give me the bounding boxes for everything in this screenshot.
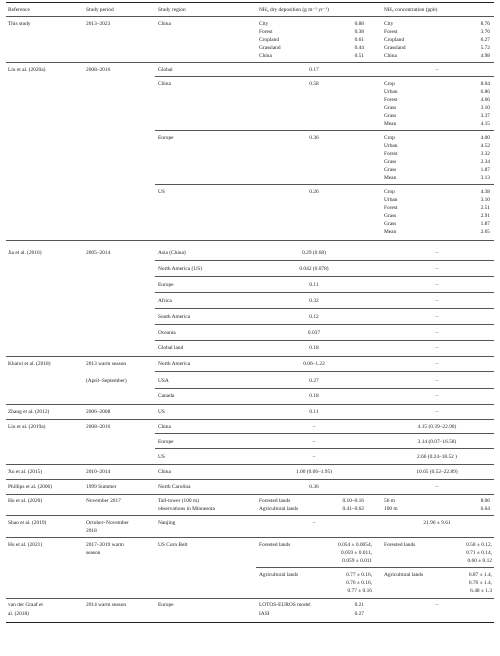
dep-value: 1.00 (0.06–1.95) [296,469,332,475]
region: US [158,454,165,460]
dep-value: 0.06–1.22 [303,361,325,367]
ref-shao-2019: Shao et al. (2019) [8,520,47,526]
conc-dash: – [435,67,439,73]
conc-label: Cropland [384,37,405,43]
dep-label: Forested lands [259,498,291,504]
ref-liu-2019a: Liu et al. (2019a) [8,424,46,430]
period-shao-2019: October–November [86,520,129,526]
region: North Carolina [158,484,191,490]
conc-value: 4.66 [480,97,490,103]
conc-label: Agricultural lands [384,572,424,578]
conc-label: Grass [384,213,397,219]
conc-label: Forest [384,97,398,103]
sub-rule [256,567,494,568]
dep-dash: – [312,424,316,430]
row-rule [6,240,494,241]
table-top-rule [6,2,494,3]
period-xu-2015: 2010–2014 [86,469,111,475]
row-rule [6,479,494,480]
conc-value: 0.71 ± 0.14, [466,550,492,556]
conc-dash: – [435,378,439,384]
period-hu-2021-line2: season [86,550,101,556]
dep-dash: – [312,439,316,445]
dep-value: 0.29 (0.68) [302,250,326,256]
dep-value: 0.41–0.62 [342,506,364,512]
dep-value: 0.18 [309,345,319,351]
table-bottom-rule [6,622,494,623]
conc-value: 5.72 [480,45,490,51]
region: China [158,469,171,475]
conc-label: Mean [384,175,397,181]
period-hu-2020: November 2017 [86,498,121,504]
ref-phillips-2006: Phillips et al. (2006) [8,484,53,490]
region: Oceania [158,330,176,336]
conc-dash: – [435,393,439,399]
region: USA [158,378,169,384]
dep-label: Forest [259,29,273,35]
conc-value: 6.27 [480,37,490,43]
row-rule [6,598,494,599]
conc-value: 6.48 ± 1.3 [470,588,492,594]
ref-kharol-2018: Kharol et al. (2018) [8,361,51,367]
sub-rule [155,448,494,449]
conc-value: 2.65 [480,229,490,235]
dep-value: 0.11 [309,282,319,288]
conc-dash: – [435,250,439,256]
period-kharol-2018: 2013 warm season [86,361,127,367]
dep-value: 0.61 [354,37,364,43]
region: Global land [158,345,184,351]
conc-value: 4.52 [480,143,490,149]
dep-value: 0.44 [354,45,364,51]
sub-rule [155,184,494,185]
ref-jia-2016: Jia et al. (2016) [8,250,42,256]
region: South America [158,314,191,320]
dep-label: Grassland [259,45,281,51]
dep-label: China [259,53,272,59]
row-rule [6,419,494,420]
sub-rule [155,76,494,77]
period-phillips-2006: 1999 Summer [86,484,117,490]
conc-dash: – [435,314,439,320]
ref-zhang-2012: Zhang et al. (2012) [8,409,50,415]
conc-value: 1.87 [480,221,490,227]
conc-label: Forest [384,29,398,35]
conc-label: Grass [384,113,397,119]
conc-dash: – [435,266,439,272]
dep-value: 0.054 ± 0.0054, [338,542,372,548]
conc-label: Forest [384,205,398,211]
period-liu-2020a: 2008–2016 [86,67,111,73]
dep-value: 0.037 [307,330,321,336]
dep-value: 0.059 ± 0.011 [342,558,372,564]
ref-van-der-graaf-2018: van der Graaf et [8,602,43,608]
conc-value: 3.37 [480,113,490,119]
conc-label: Forest [384,151,398,157]
dep-value: 0.88 [354,21,364,27]
region: Europe [158,602,174,608]
header-reference: Reference [8,7,30,13]
dep-value: 0.26 [309,189,319,195]
conc-value: 6.76 ± 1.4, [468,580,492,586]
region-china: China [158,81,171,87]
conc-value: 21.96 ± 9.61 [423,520,451,526]
region: North America (US) [158,266,203,272]
conc-label: Mean [384,121,397,127]
conc-dash: – [435,409,439,415]
conc-value: 3.10 [480,105,490,111]
conc-value: 6.86 [480,89,490,95]
region: Europe [158,439,174,445]
region-us: US [158,189,165,195]
conc-dash: – [435,298,439,304]
conc-value: 8.76 [480,21,490,27]
conc-dash: – [435,282,439,288]
region: US [158,409,165,415]
region-line2: observations in Minnesota [158,506,215,512]
sub-rule [155,308,494,309]
dep-label: Agricultural lands [259,572,299,578]
sub-rule [155,260,494,261]
period-this-study: 2013–2023 [86,21,111,27]
conc-value: 3.10 [480,197,490,203]
conc-value: 2.51 [480,205,490,211]
conc-value: 1.87 [480,167,490,173]
dep-value: 0.77 ± 0.16 [347,588,372,594]
row-rule [6,537,494,538]
dep-dash: – [312,520,316,526]
dep-dash: – [312,454,316,460]
row-rule [6,464,494,465]
conc-dash: – [435,330,439,336]
conc-dash: – [435,602,439,608]
conc-label: 56 m [384,498,395,504]
conc-value: 6.64 [480,506,490,512]
period-kharol-2018-line2: (April–September) [86,378,127,384]
row-rule [6,494,494,495]
ref-xu-2015: Xu et al. (2015) [8,469,43,475]
sub-rule [155,292,494,293]
ref-liu-2020a: Liu et al. (2020a) [8,67,46,73]
region-this-study: China [158,21,171,27]
sub-rule [155,433,494,434]
conc-label: Forested lands [384,542,416,548]
conc-label: Crop [384,189,395,195]
ref-van-der-graaf-2018-line2: al. (2018) [8,611,29,617]
conc-label: Crop [384,135,395,141]
conc-label: Grass [384,167,397,173]
header-concentration: NH₃ concentration (ppb) [384,7,438,13]
dep-value: 0.042 (0.078) [299,266,329,272]
dep-value: 0.36 [309,484,319,490]
region-europe: Europe [158,135,174,141]
period-hu-2021: 2017–2019 warm [86,542,124,548]
region-global: Global [158,67,173,73]
conc-value: 4.15 (0.39–22.90) [417,424,457,430]
period-liu-2019a: 2008–2016 [86,424,111,430]
conc-value: 8.04 [480,81,490,87]
ref-hu-2020: Hu et al. (2020) [8,498,43,504]
dep-value: 0.58 [309,81,319,87]
conc-label: China [384,53,397,59]
conc-value: 4.15 [480,121,490,127]
period-zhang-2012: 2006–2008 [86,409,111,415]
row-rule [6,404,494,405]
row-rule [6,62,494,63]
sub-rule [155,130,494,131]
region: Canada [158,393,175,399]
region: Africa [158,298,172,304]
conc-label: Grassland [384,45,406,51]
dep-label: Cropland [259,37,280,43]
conc-dash: – [435,361,439,367]
conc-label: Grass [384,105,397,111]
conc-value: 4.00 [480,135,490,141]
conc-label: Urban [384,143,398,149]
dep-value: 0.27 [354,611,364,617]
dep-value: 0.38 [354,29,364,35]
region: Tall-tower (100 m) [158,498,199,504]
dep-value: 0.27 [309,378,319,384]
header-study-region: Study region [158,7,186,13]
conc-value: 6.87 ± 1.4, [468,572,492,578]
header-study-period: Study period [86,7,114,13]
period-van-der-graaf-2018: 2014 warm season [86,602,127,608]
period-jia-2016: 2005–2014 [86,250,111,256]
row-rule [6,515,494,516]
sub-rule [155,371,494,372]
conc-value: 0.58 ± 0.12, [466,542,492,548]
row-rule [6,356,494,357]
sub-rule [155,276,494,277]
dep-value: 0.21 [354,602,364,608]
dep-value: 0.17 [309,67,319,73]
dep-label: Agricultural lands [259,506,299,512]
conc-label: 100 m [384,506,398,512]
header-rule [6,16,494,17]
dep-value: 0.36 [309,135,319,141]
conc-value: 8.06 [480,498,490,504]
conc-value: 4.98 [480,53,490,59]
header-dry-deposition: NH₃ dry deposition (g m⁻² yr⁻¹) [259,7,329,13]
region: US Corn Belt [158,542,188,548]
conc-value: 3.32 [480,151,490,157]
conc-value: 0.60 ± 0.12 [467,558,492,564]
conc-label: Mean [384,229,397,235]
ref-this-study: This study [8,21,31,27]
dep-value: 0.12 [309,314,319,320]
region: Nanjing [158,520,176,526]
dep-label: IASI [259,611,270,617]
conc-dash: – [435,345,439,351]
conc-value: 3.13 [480,175,490,181]
conc-value: 2.66 (0.24–18.52 ) [417,454,457,460]
period-shao-2019-line2: 2018 [86,528,97,534]
dep-value: 0.18 [309,393,319,399]
ref-hu-2021: Hu et al. (2021) [8,542,43,548]
conc-value: 2.34 [480,159,490,165]
conc-label: Crop [384,81,395,87]
dep-label: Forested lands [259,542,291,548]
conc-label: Urban [384,197,398,203]
region: North America [158,361,191,367]
dep-value: 0.059 ± 0.011, [340,550,372,556]
sub-rule [155,388,494,389]
conc-value: 10.65 (0.52–22.89) [416,469,458,475]
conc-value: 3.76 [480,29,490,35]
conc-value: 2.91 [480,213,490,219]
conc-label: Grass [384,221,397,227]
region: Asia (China) [158,250,186,256]
dep-value: 0.32 [309,298,319,304]
conc-value: 3.14 (0.07–16.58) [417,439,457,445]
conc-dash: – [435,484,439,490]
dep-value: 0.51 [354,53,364,59]
dep-value: 0.77 ± 0.16, [346,572,372,578]
dep-value: 0.76 ± 0.16, [346,580,372,586]
region: Europe [158,282,174,288]
dep-label: City [259,21,269,27]
conc-label: Urban [384,89,398,95]
sub-rule [155,340,494,341]
sub-rule [155,324,494,325]
dep-value: 0.10–0.16 [342,498,364,504]
dep-label: LOTOS-EUROS model [259,602,311,608]
dep-value: 0.11 [309,409,319,415]
conc-label: City [384,21,394,27]
conc-label: Grass [384,159,397,165]
conc-value: 4.38 [480,189,490,195]
region: China [158,424,171,430]
